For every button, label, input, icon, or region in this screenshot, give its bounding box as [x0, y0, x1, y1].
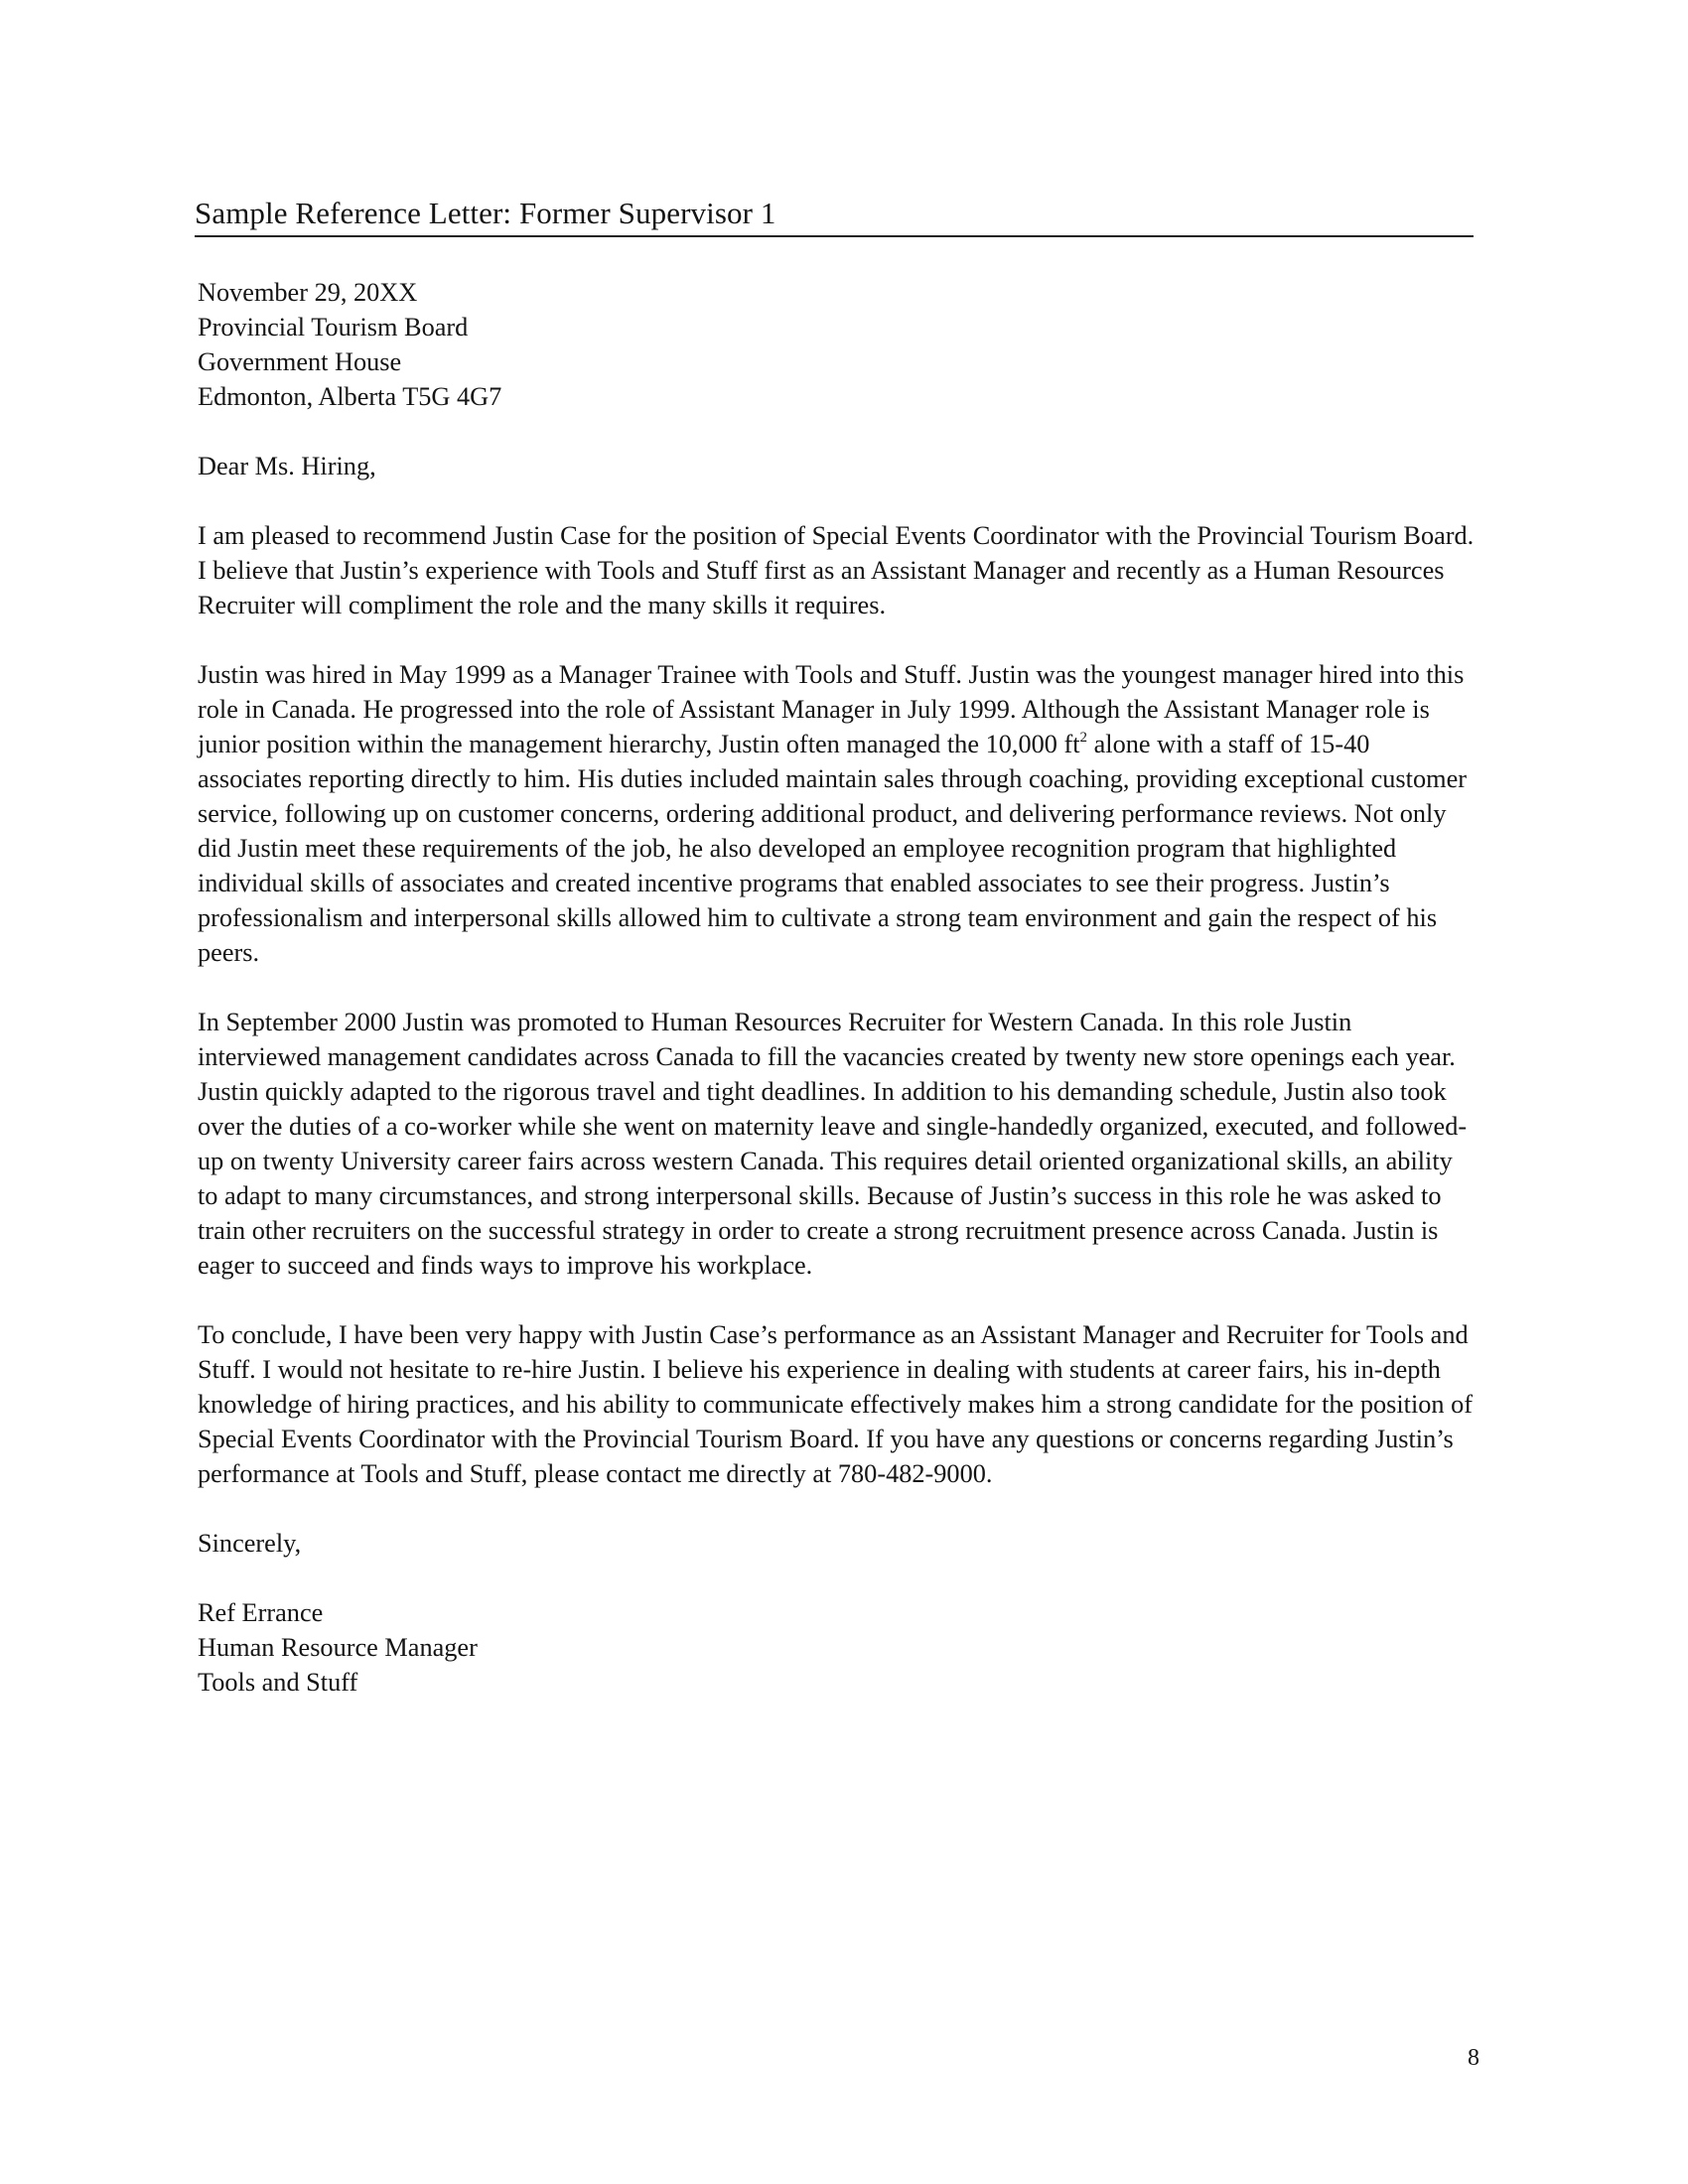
letter-paragraph-1: I am pleased to recommend Justin Case for the position of Special Events Coordinator with the Provincial Tourism Board. I believe that Justin’s experience with Tools and Stuff first as an Assistant Manager and recently as a Human Resources Recruiter will compliment the role and the many skills it requires.: [198, 521, 1475, 619]
signature-name: Ref Errance: [198, 1598, 324, 1627]
signature-title: Human Resource Manager: [198, 1633, 478, 1662]
paragraph-2-text-after: alone with a staff of 15-40 associates reporting directly to him. His duties included maintain sales through coaching, providing exceptional customer service, following up on customer concerns, ordering additional product, and delivering performance reviews. Not only did Justin meet these requirements of the job, he also developed an employee recognition program that highlighted individual skills of associates and created incentive programs that enabled associates to see their progress. Justin’s professionalism and interpersonal skills allowed him to cultivate a strong team environment and gain the respect of his peers.: [198, 730, 1468, 967]
letter-paragraph-3: In September 2000 Justin was promoted to Human Resources Recruiter for Western Canada. In this role Justin interviewed management candidates across Canada to fill the vacancies created by twenty new store openings each year. Justin quickly adapted to the rigorous travel and tight deadlines. In addition to his demanding schedule, Justin also took over the duties of a co-worker while she went on maternity leave and single-handedly organized, executed, and followed-up on twenty University career fairs across western Canada. This requires detail oriented organizational skills, an ability to adapt to many circumstances, and strong interpersonal skills. Because of Justin’s success in this role he was asked to train other recruiters on the successful strategy in order to create a strong recruitment presence across Canada. Justin is eager to succeed and finds ways to improve his workplace.: [198, 1008, 1468, 1280]
recipient-organization: Provincial Tourism Board: [198, 313, 469, 341]
letter-salutation: Dear Ms. Hiring,: [198, 452, 376, 480]
letter-date: November 29, 20XX: [198, 278, 418, 307]
paragraph-2-text-before: Justin was hired in May 1999 as a Manager Trainee with Tools and Stuff. Justin was the youngest manager hired into this role in Canada. He progressed into the role of Assistant Manager in July 1999. Although the Assistant Manager role is junior position within the management hierarchy, Justin often managed the 10,000 ft: [198, 660, 1465, 758]
signature-company: Tools and Stuff: [198, 1668, 358, 1697]
page-number: 8: [1468, 2045, 1479, 2071]
document-title: Sample Reference Letter: Former Supervisor 1: [195, 196, 776, 230]
letter-closing: Sincerely,: [198, 1529, 302, 1558]
letter-paragraph-2: [198, 657, 1478, 970]
document-header: [195, 195, 1474, 237]
letter-address-block: [198, 275, 1478, 414]
letter-paragraph-4: To conclude, I have been very happy with Justin Case’s performance as an Assistant Manager and Recruiter for Tools and Stuff. I would not hesitate to re-hire Justin. I believe his experience in dealing with students at career fairs, his in-depth knowledge of hiring practices, and his ability to communicate effectively makes him a strong candidate for the position of Special Events Coordinator with the Provincial Tourism Board. If you have any questions or concerns regarding Justin’s performance at Tools and Stuff, please contact me directly at 780-482-9000.: [198, 1320, 1474, 1488]
signature-block: [198, 1595, 1478, 1700]
recipient-city: Edmonton, Alberta T5G 4G7: [198, 382, 502, 411]
letter-body: [198, 275, 1478, 1734]
recipient-building: Government House: [198, 347, 402, 376]
square-feet-superscript: 2: [1079, 730, 1088, 746]
